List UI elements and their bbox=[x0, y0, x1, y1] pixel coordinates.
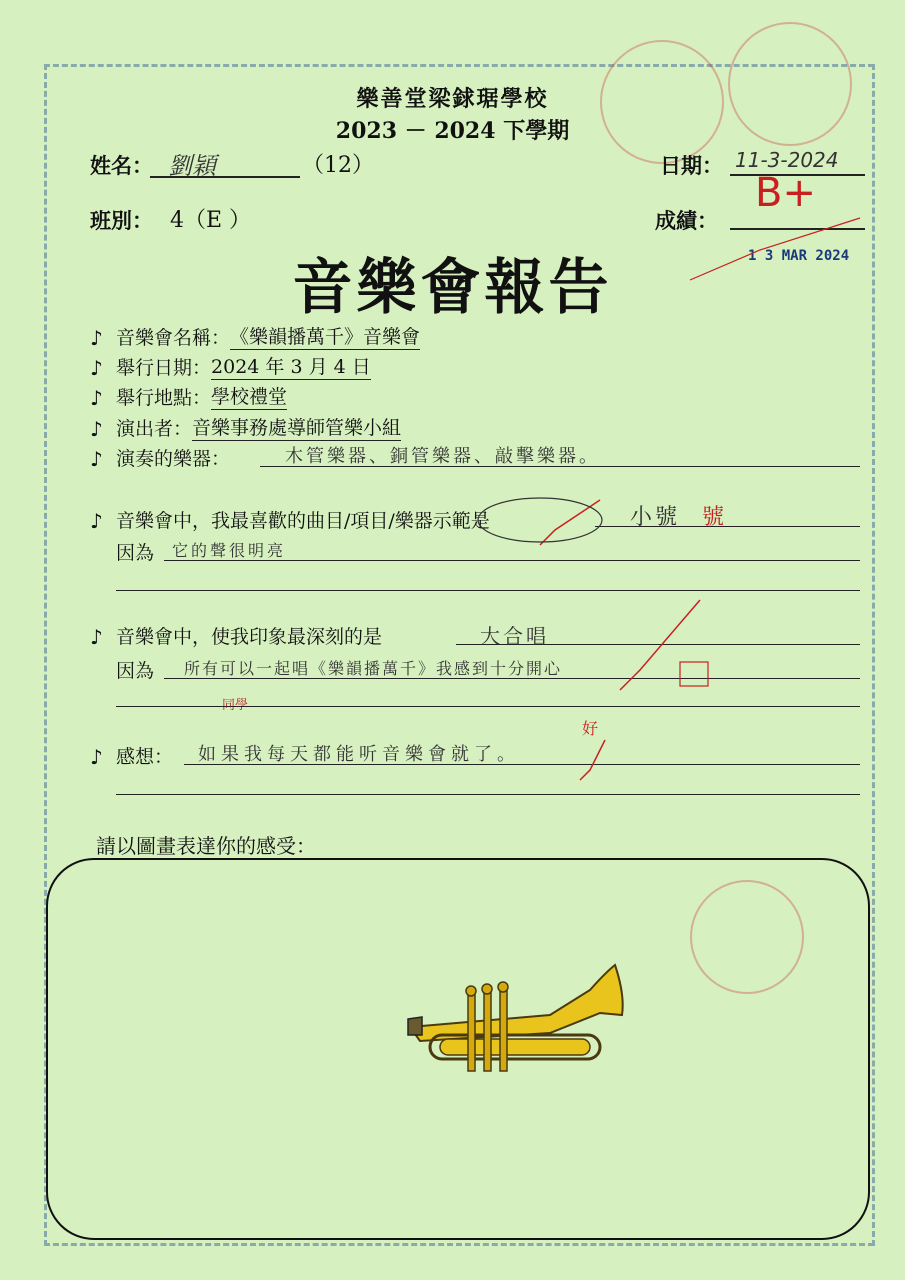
student-number: （12） bbox=[302, 153, 374, 178]
impression-answer: 大合唱 bbox=[480, 624, 549, 648]
music-note-icon: ♪ bbox=[90, 356, 103, 380]
music-note-icon: ♪ bbox=[90, 386, 103, 410]
date-label: 日期： bbox=[660, 153, 723, 178]
grade-label: 成績： bbox=[655, 208, 718, 233]
class-label: 班別： bbox=[90, 208, 153, 233]
because-label: 因為 bbox=[116, 542, 155, 564]
instruments-answer: 木管樂器、銅管樂器、敲擊樂器。 bbox=[285, 446, 600, 467]
report-title: 音樂會報告 bbox=[292, 253, 613, 323]
name-label: 姓名： bbox=[90, 153, 153, 178]
received-date-stamp: 1 3 MAR 2024 bbox=[748, 248, 850, 264]
name-value: 劉穎 bbox=[168, 152, 216, 180]
field-value: 音樂事務處導師管樂小組 bbox=[192, 413, 401, 441]
favorite-answer: 小號 bbox=[630, 505, 681, 530]
school-name: 樂善堂梁銶琚學校 bbox=[356, 86, 549, 112]
music-note-icon: ♪ bbox=[90, 745, 103, 769]
feeling-correction: 好 bbox=[582, 719, 599, 738]
feeling-label: 感想： bbox=[116, 746, 174, 768]
field-label: 演出者： bbox=[116, 418, 193, 440]
impression-correction: 同學 bbox=[222, 698, 249, 713]
favorite-because: 它的聲很明亮 bbox=[172, 541, 287, 560]
drawing-prompt: 請以圖畫表達你的感受： bbox=[96, 834, 316, 858]
favorite-correction: 號 bbox=[702, 505, 725, 530]
impression-because: 所有可以一起唱《樂韻播萬千》我感到十分開心 bbox=[184, 659, 563, 678]
music-note-icon: ♪ bbox=[90, 326, 103, 350]
music-note-icon: ♪ bbox=[90, 625, 103, 649]
class-value: 4（E ） bbox=[170, 208, 252, 233]
favorite-label: 音樂會中，我最喜歡的曲目/項目/樂器示範是 bbox=[116, 510, 490, 532]
because-label: 因為 bbox=[116, 660, 155, 682]
date-value: 11-3-2024 bbox=[735, 148, 839, 172]
term-label: 2023 － 2024 下學期 bbox=[335, 118, 570, 144]
field-value: 《樂韻播萬千》音樂會 bbox=[230, 322, 420, 350]
field-label: 演奏的樂器： bbox=[116, 448, 231, 470]
grade-value: B+ bbox=[755, 170, 816, 216]
field-label: 舉行地點： bbox=[116, 387, 212, 409]
feeling-answer: 如果我每天都能听音樂會就了。 bbox=[198, 744, 520, 765]
field-label: 音樂會名稱： bbox=[116, 327, 231, 349]
music-note-icon: ♪ bbox=[90, 509, 103, 533]
music-note-icon: ♪ bbox=[90, 447, 103, 471]
music-note-icon: ♪ bbox=[90, 417, 103, 441]
field-value: 學校禮堂 bbox=[211, 382, 287, 410]
field-label: 舉行日期： bbox=[116, 357, 212, 379]
impression-label: 音樂會中，使我印象最深刻的是 bbox=[116, 626, 383, 648]
field-value: 2024 年 3 月 4 日 bbox=[211, 352, 371, 380]
